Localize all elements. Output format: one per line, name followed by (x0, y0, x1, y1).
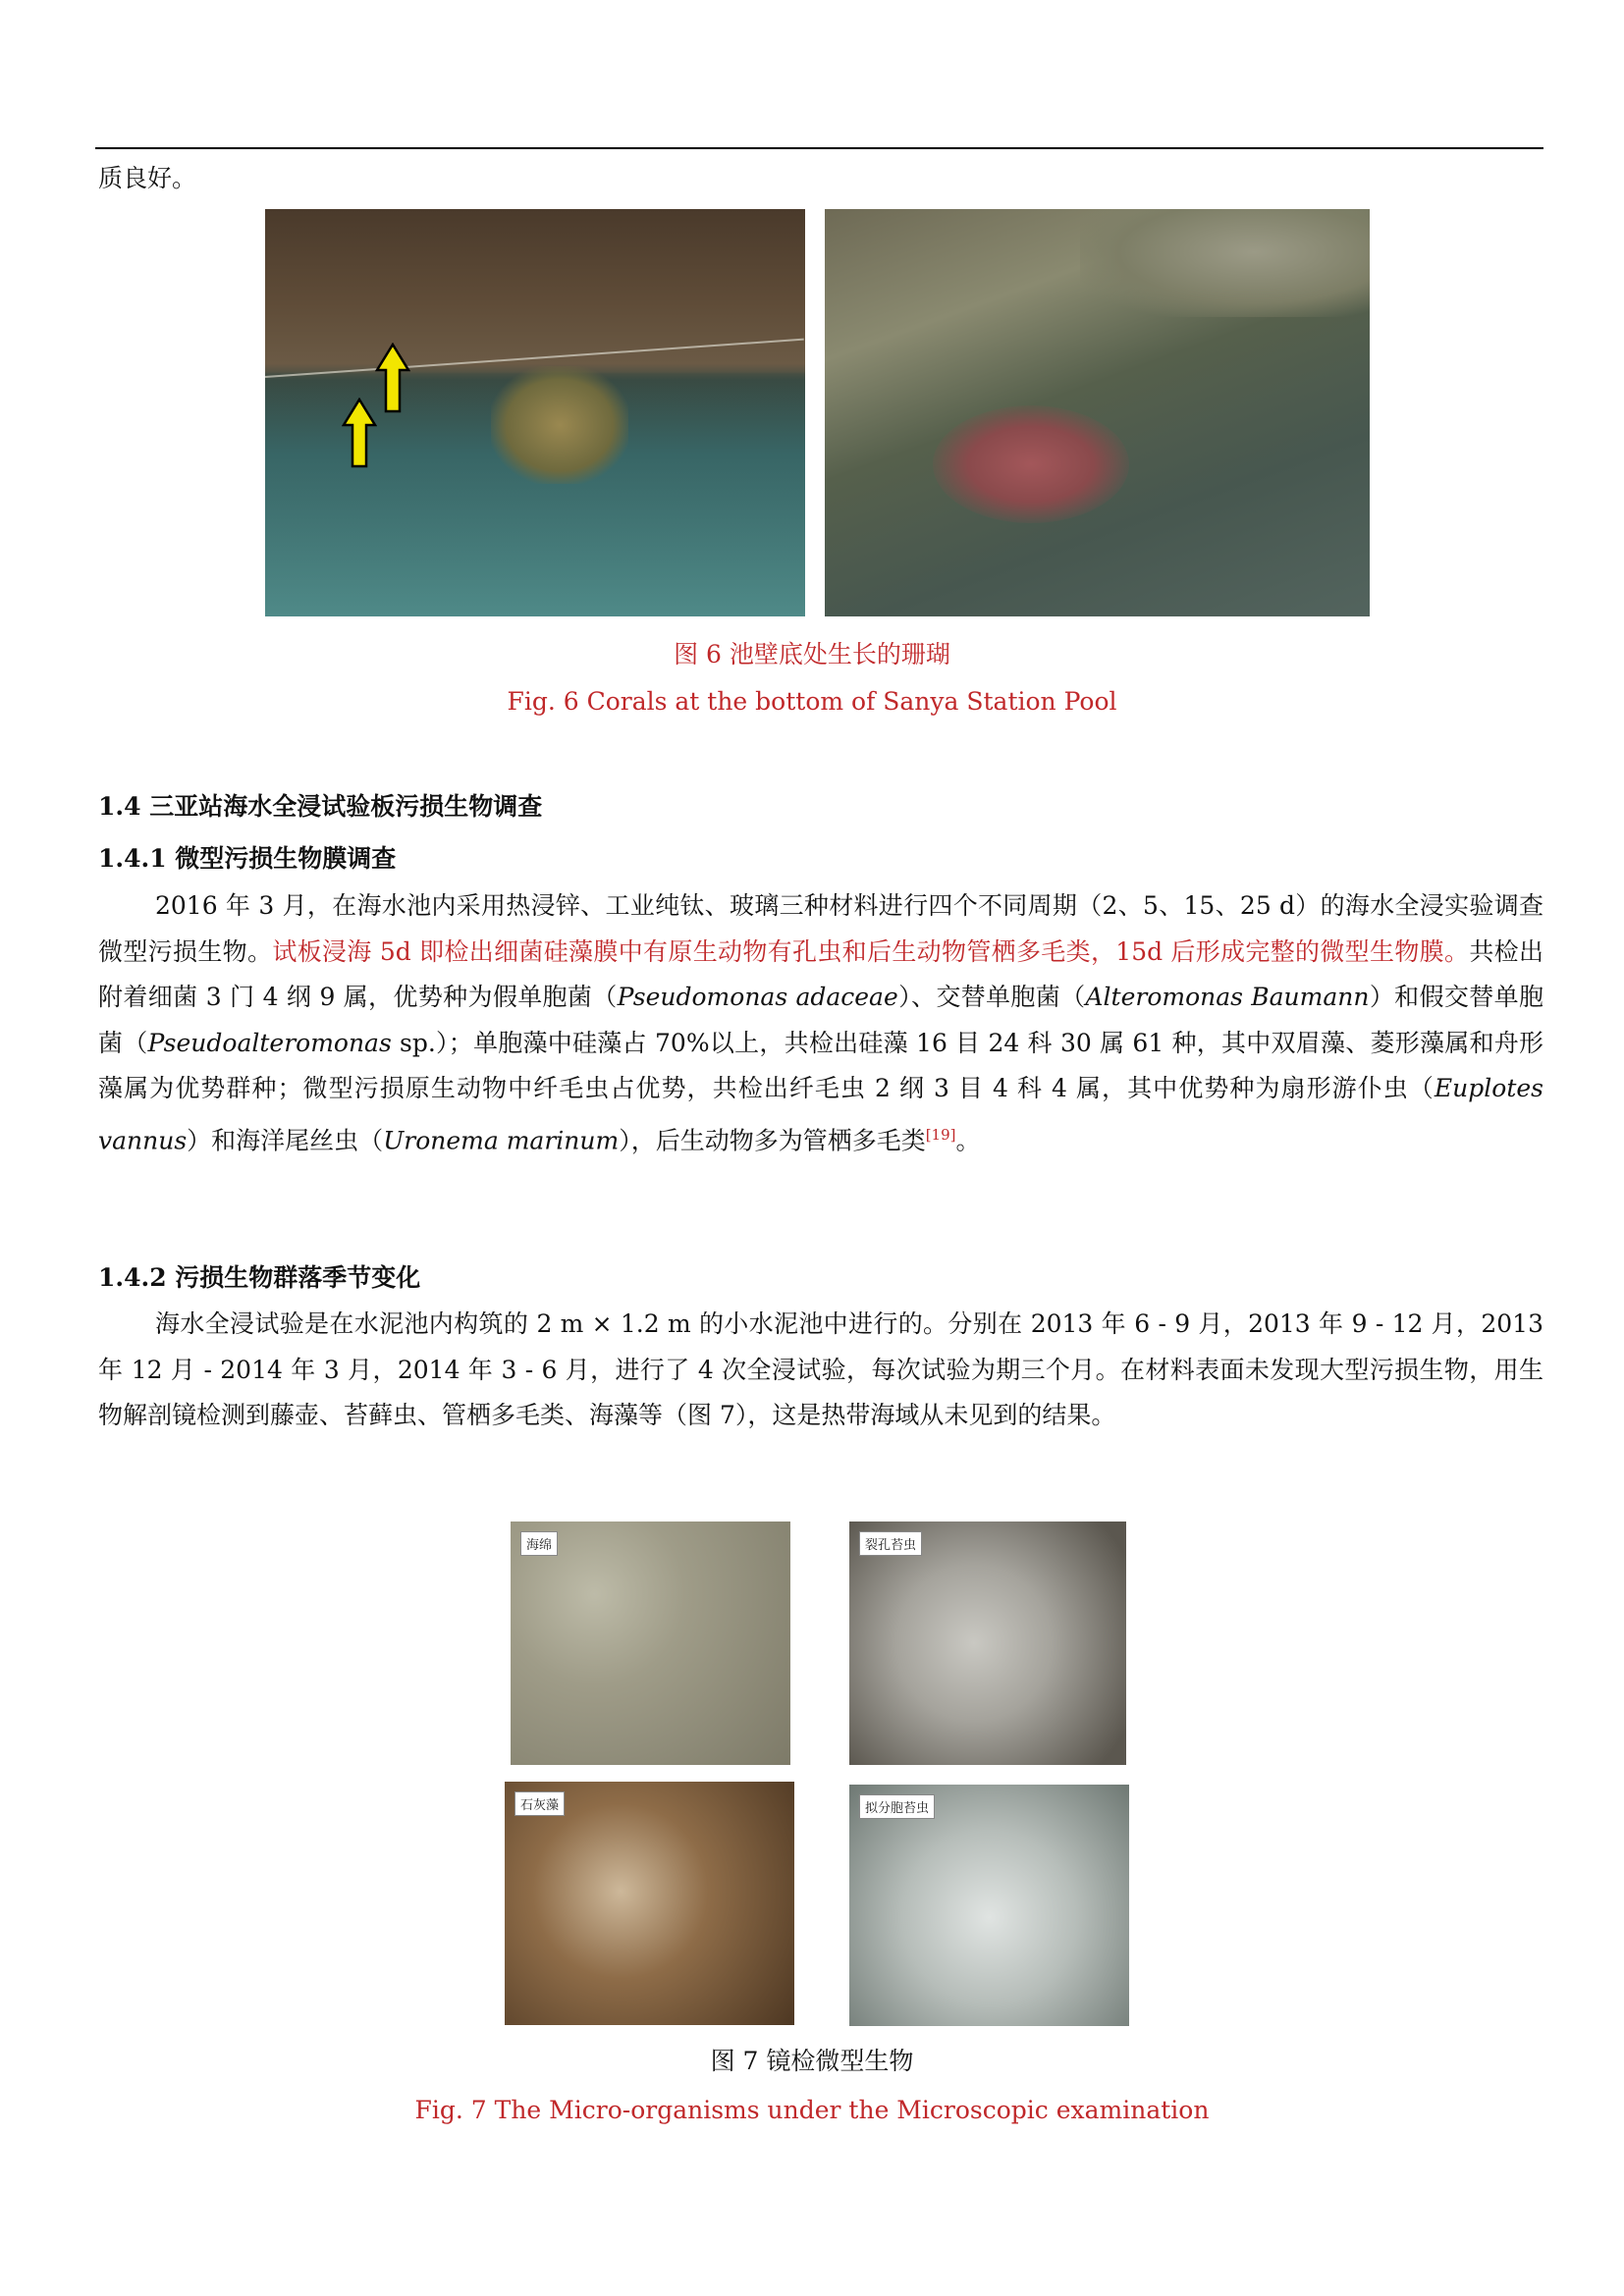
text-span: ）、交替单胞菌（ (897, 983, 1086, 1011)
yellow-arrow-icon (342, 398, 377, 468)
figure-7-caption-en: Fig. 7 The Micro-organisms under the Microscopic examination (414, 2096, 1210, 2124)
figure-6-caption-cn: 图 6 池壁底处生长的珊瑚 (674, 640, 950, 668)
figure-6-caption-en: Fig. 6 Corals at the bottom of Sanya Station Pool (507, 687, 1117, 716)
text-span: 2016 年 3 月，在海水池内采用热浸锌、工业纯钛、玻璃三种材料进行四个不同周期（2、5、15、25 d）的海水全浸实验调查微型污损生物。 (98, 891, 1543, 966)
coral-photo (825, 209, 1370, 616)
paragraph-seasonal: 海水全浸试验是在水泥池内构筑的 2 m × 1.2 m 的小水泥池中进行的。分别在 2013 年 6 - 9 月，2013 年 9 - 12 月，2013 年 12 月 - 2014 年 3 月，2014 年 3 - 6 月，进行了 4 次全浸试验，每次试验为期三个月。在材料表面未发现大型污损生物，用生物解剖镜检测到藤壶、苔藓虫、管栖多毛类、海藻等（图 7），这是热带海域从未见到的结果。 (98, 1309, 1543, 1429)
text-span: 。 (955, 1125, 981, 1154)
algae-patch (491, 366, 628, 484)
text-span: 共检出附着细菌 3 门 4 纲 9 属，优势种为假单胞菌（ (98, 936, 1543, 1011)
figure-7-caption-cn: 图 7 镜检微型生物 (710, 2047, 914, 2075)
section-heading: 1.4 三亚站海水全浸试验板污损生物调查 (98, 792, 543, 821)
micro-photo-coralline-alga (505, 1782, 794, 2025)
species-name: Euplotes vannus (98, 1074, 1543, 1154)
micro-label: 拟分胞苔虫 (859, 1794, 935, 1819)
micro-label: 海绵 (520, 1531, 558, 1556)
lead-text: 质良好。 (98, 164, 197, 192)
micro-label: 裂孔苔虫 (859, 1531, 922, 1556)
micro-photo-bryozoan-2 (849, 1785, 1129, 2026)
text-span: sp.）；单胞藻中硅藻占 70%以上，共检出硅藻 16 目 24 科 30 属 61 种，其中双眉藻、菱形藻属和舟形藻属为优势群种；微型污损原生动物中纤毛虫占优势，共检出纤毛虫 2 纲 3 目 4 科 4 属，其中优势种为扇形游仆虫（ (98, 1028, 1543, 1102)
header-rule (95, 147, 1543, 149)
text-span: ）和假交替单胞菌（ (98, 983, 1543, 1057)
species-name: Uronema marinum (383, 1125, 620, 1154)
micro-photo-bryozoan (849, 1522, 1126, 1765)
highlight-text: 试板浸海 5d 即检出细菌硅藻膜中有原生动物有孔虫和后生动物管栖多毛类，15d 后形成完整的微型生物膜。 (272, 936, 1470, 966)
subsection-heading-2: 1.4.2 污损生物群落季节变化 (98, 1263, 421, 1292)
yellow-arrow-icon (375, 343, 410, 413)
subsection-heading-1: 1.4.1 微型污损生物膜调查 (98, 844, 397, 873)
micro-photo-sponge (511, 1522, 790, 1765)
pool-wall-photo (265, 209, 805, 616)
species-name: Pseudomonas adaceae (617, 983, 898, 1011)
text-span: ）和海洋尾丝虫（ (187, 1125, 384, 1154)
coral (933, 405, 1129, 523)
text-span: ），后生动物多为管栖多毛类 (619, 1125, 926, 1154)
rock (1080, 209, 1370, 317)
micro-label: 石灰藻 (514, 1791, 565, 1816)
species-name: Pseudoalteromonas (147, 1028, 392, 1057)
paragraph-biofilm (98, 883, 1543, 1163)
species-name: Alteromonas Baumann (1085, 983, 1370, 1011)
citation-ref[interactable]: [19] (925, 1125, 956, 1144)
